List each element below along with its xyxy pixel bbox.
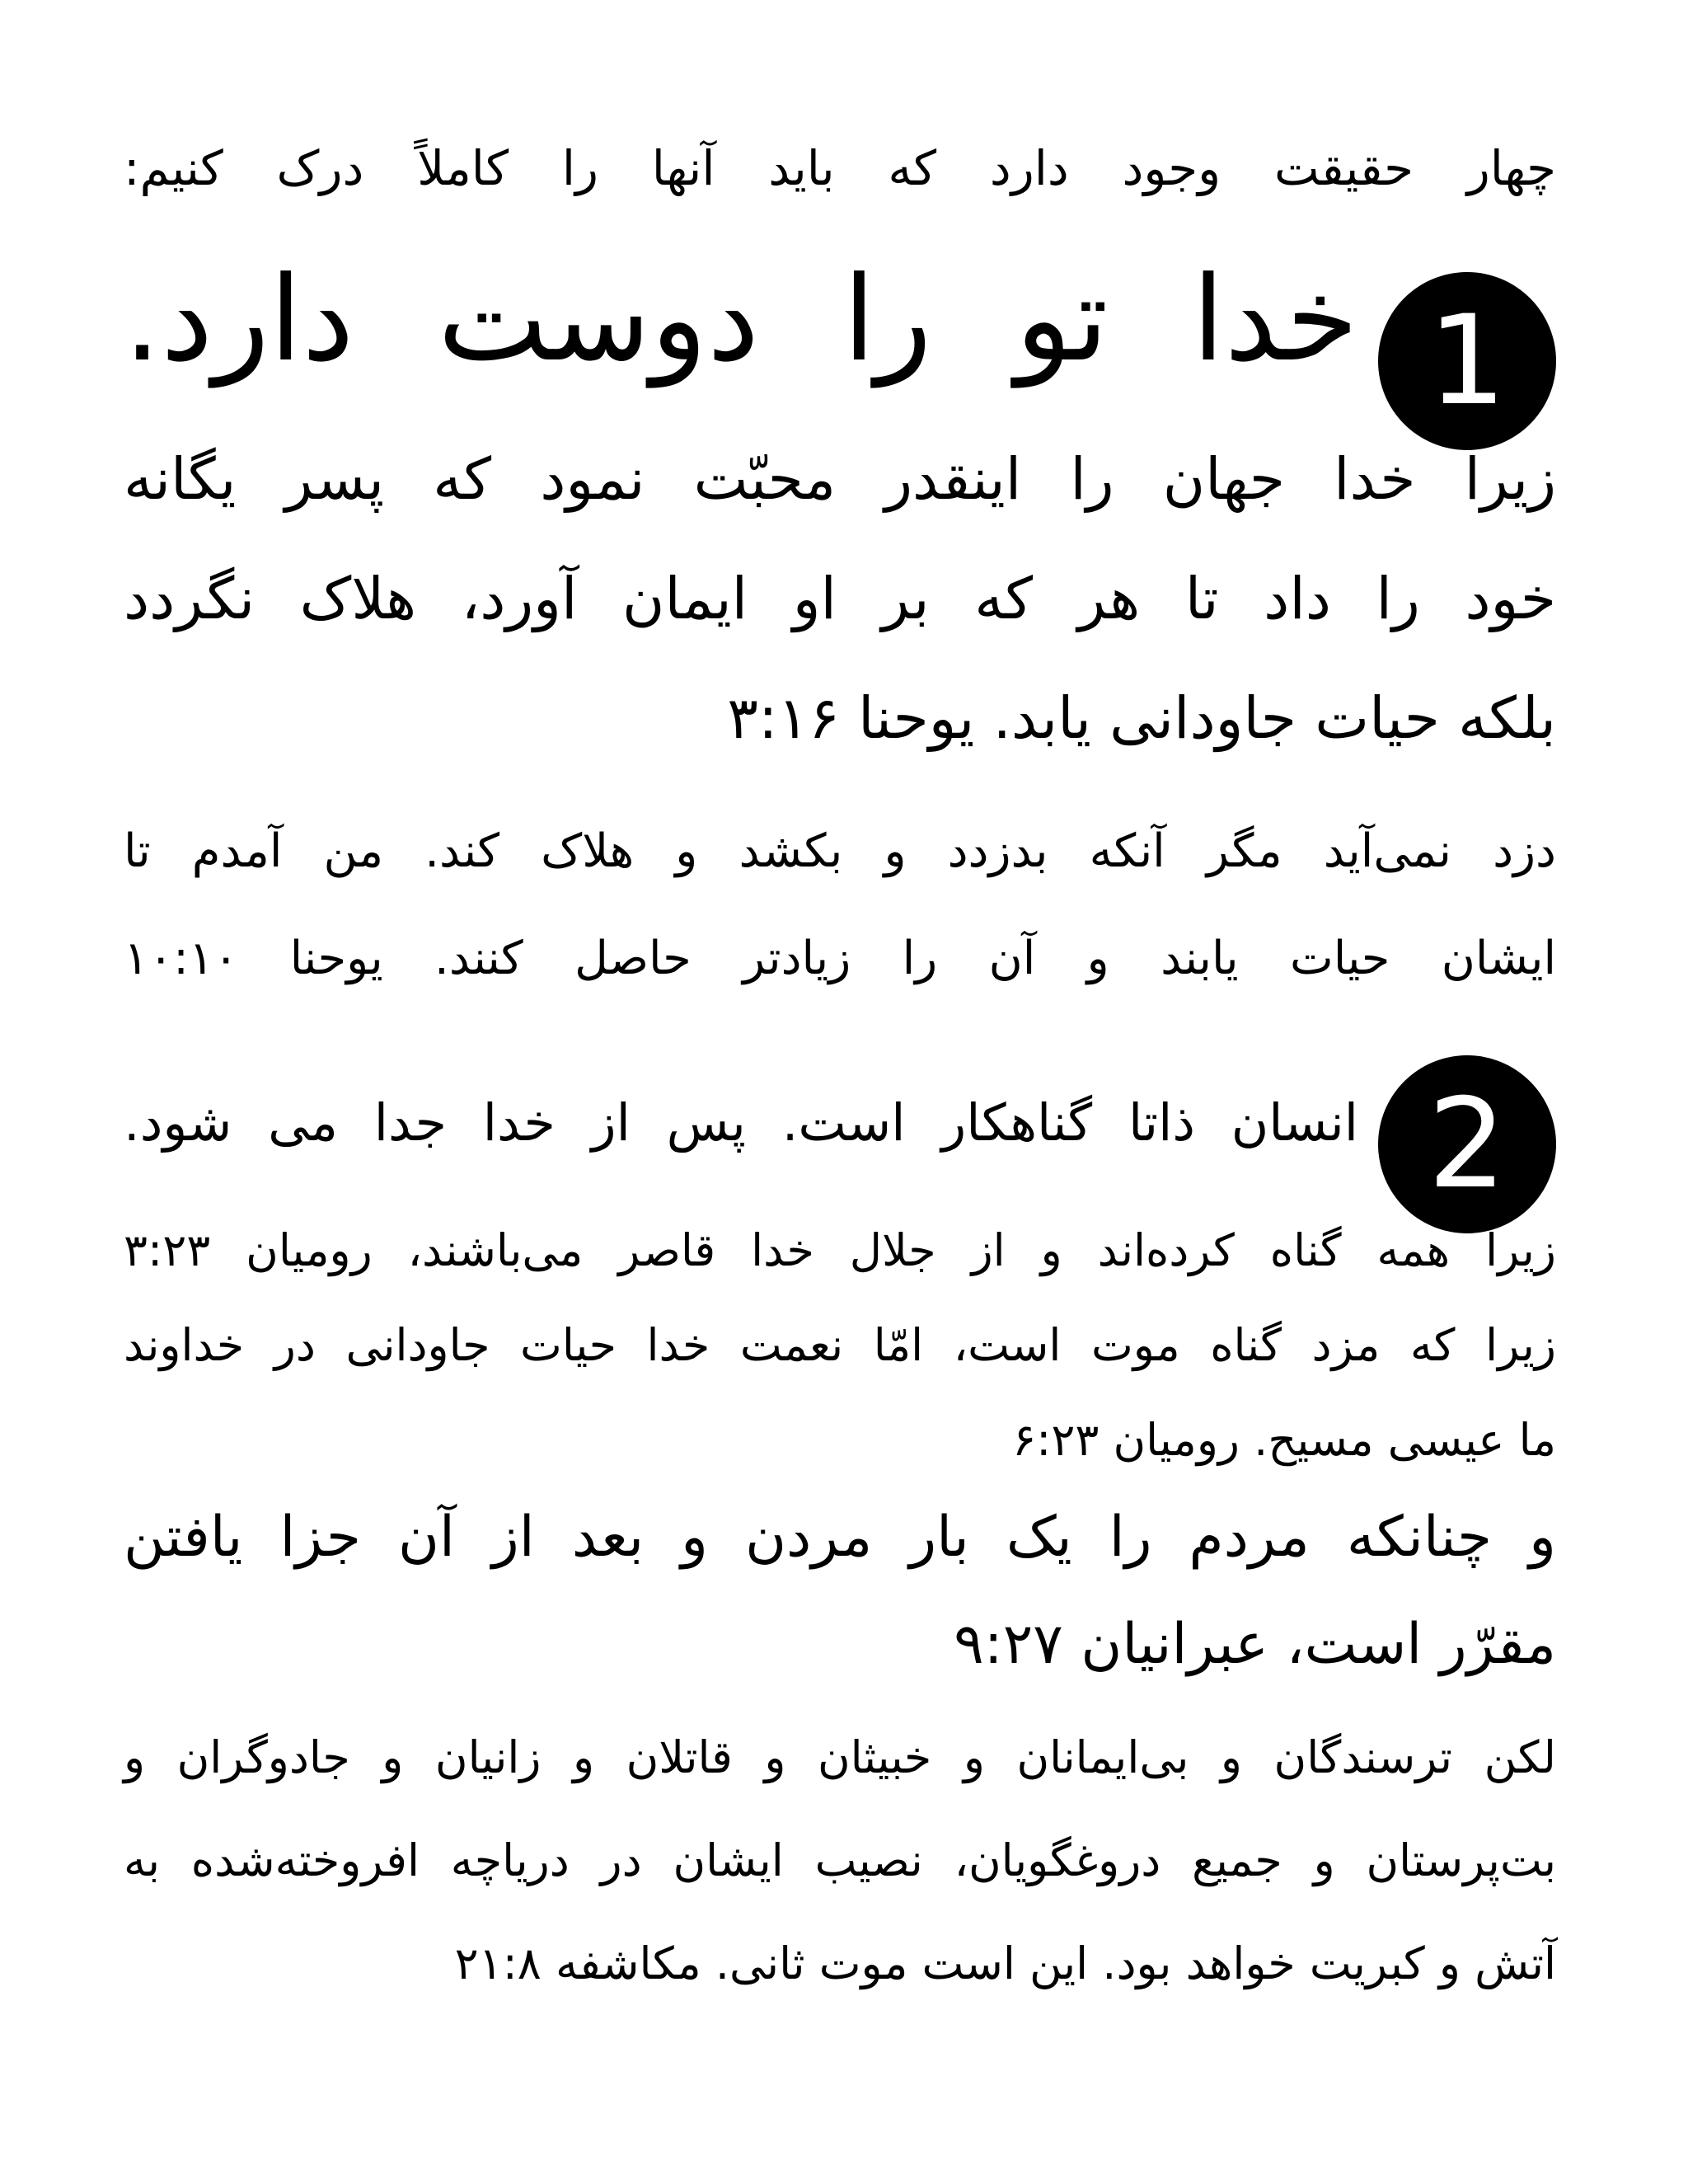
romans-3-23-line: زیرا همه گناه کرده‌اند و از جلال خدا قاصر می‌باشند، رومیان ۳:۲۳ [124, 1224, 1556, 1276]
john-10-10-line-2: ایشان حیات یابند و آن را زیادتر حاصل کنند. یوحنا ۱۰:۱۰ [124, 932, 1556, 985]
hebrews-9-27-line-2: مقرّر است، عبرانیان ۹:۲۷ [954, 1612, 1556, 1677]
john-3-16-line-3: بلکه حیات جاودانی یابد. یوحنا ۳:۱۶ [727, 684, 1556, 752]
romans-6-23-line-2: ما عیسی مسیح. رومیان ۶:۲۳ [1012, 1414, 1556, 1466]
revelation-21-8-line-3: آتش و کبریت خواهد بود. این است موت ثانی. مکاشفه ۲۱:۸ [454, 1937, 1556, 1989]
hebrews-9-27-line-1: و چنانکه مردم را یک بار مردن و بعد از آن جزا یافتن [124, 1505, 1556, 1570]
point-2-number-badge: 2 [1378, 1055, 1556, 1233]
romans-6-23-line-1: زیرا که مزد گناه موت است، امّا نعمت خدا حیات جاودانی در خداوند [124, 1319, 1556, 1371]
john-3-16-line-2: خود را داد تا هر که بر او ایمان آورد، هلاک نگردد [124, 565, 1556, 632]
point-1-number-badge: 1 [1378, 272, 1556, 450]
john-10-10-line-1: دزد نمی‌آید مگر آنکه بدزدد و بکشد و هلاک کند. من آمدم تا [124, 824, 1556, 878]
revelation-21-8-line-2: بت‌پرستان و جمیع دروغگویان، نصیب ایشان در دریاچه افروخته‌شده به [124, 1834, 1556, 1886]
point-2-heading: انسان ذاتا گناهکار است. پس از خدا جدا می شود. [124, 1092, 1358, 1153]
intro-text: چهار حقیقت وجود دارد که باید آنها را کاملاً درک کنیم: [124, 140, 1556, 196]
revelation-21-8-line-1: لکن ترسندگان و بی‌ایمانان و خبیثان و قاتلان و زانیان و جادوگران و [124, 1731, 1556, 1783]
point-1-heading: خدا تو را دوست دارد. [124, 251, 1358, 387]
john-3-16-line-1: زیرا خدا جهان را اینقدر محبّت نمود که پسر یگانه [124, 445, 1556, 513]
